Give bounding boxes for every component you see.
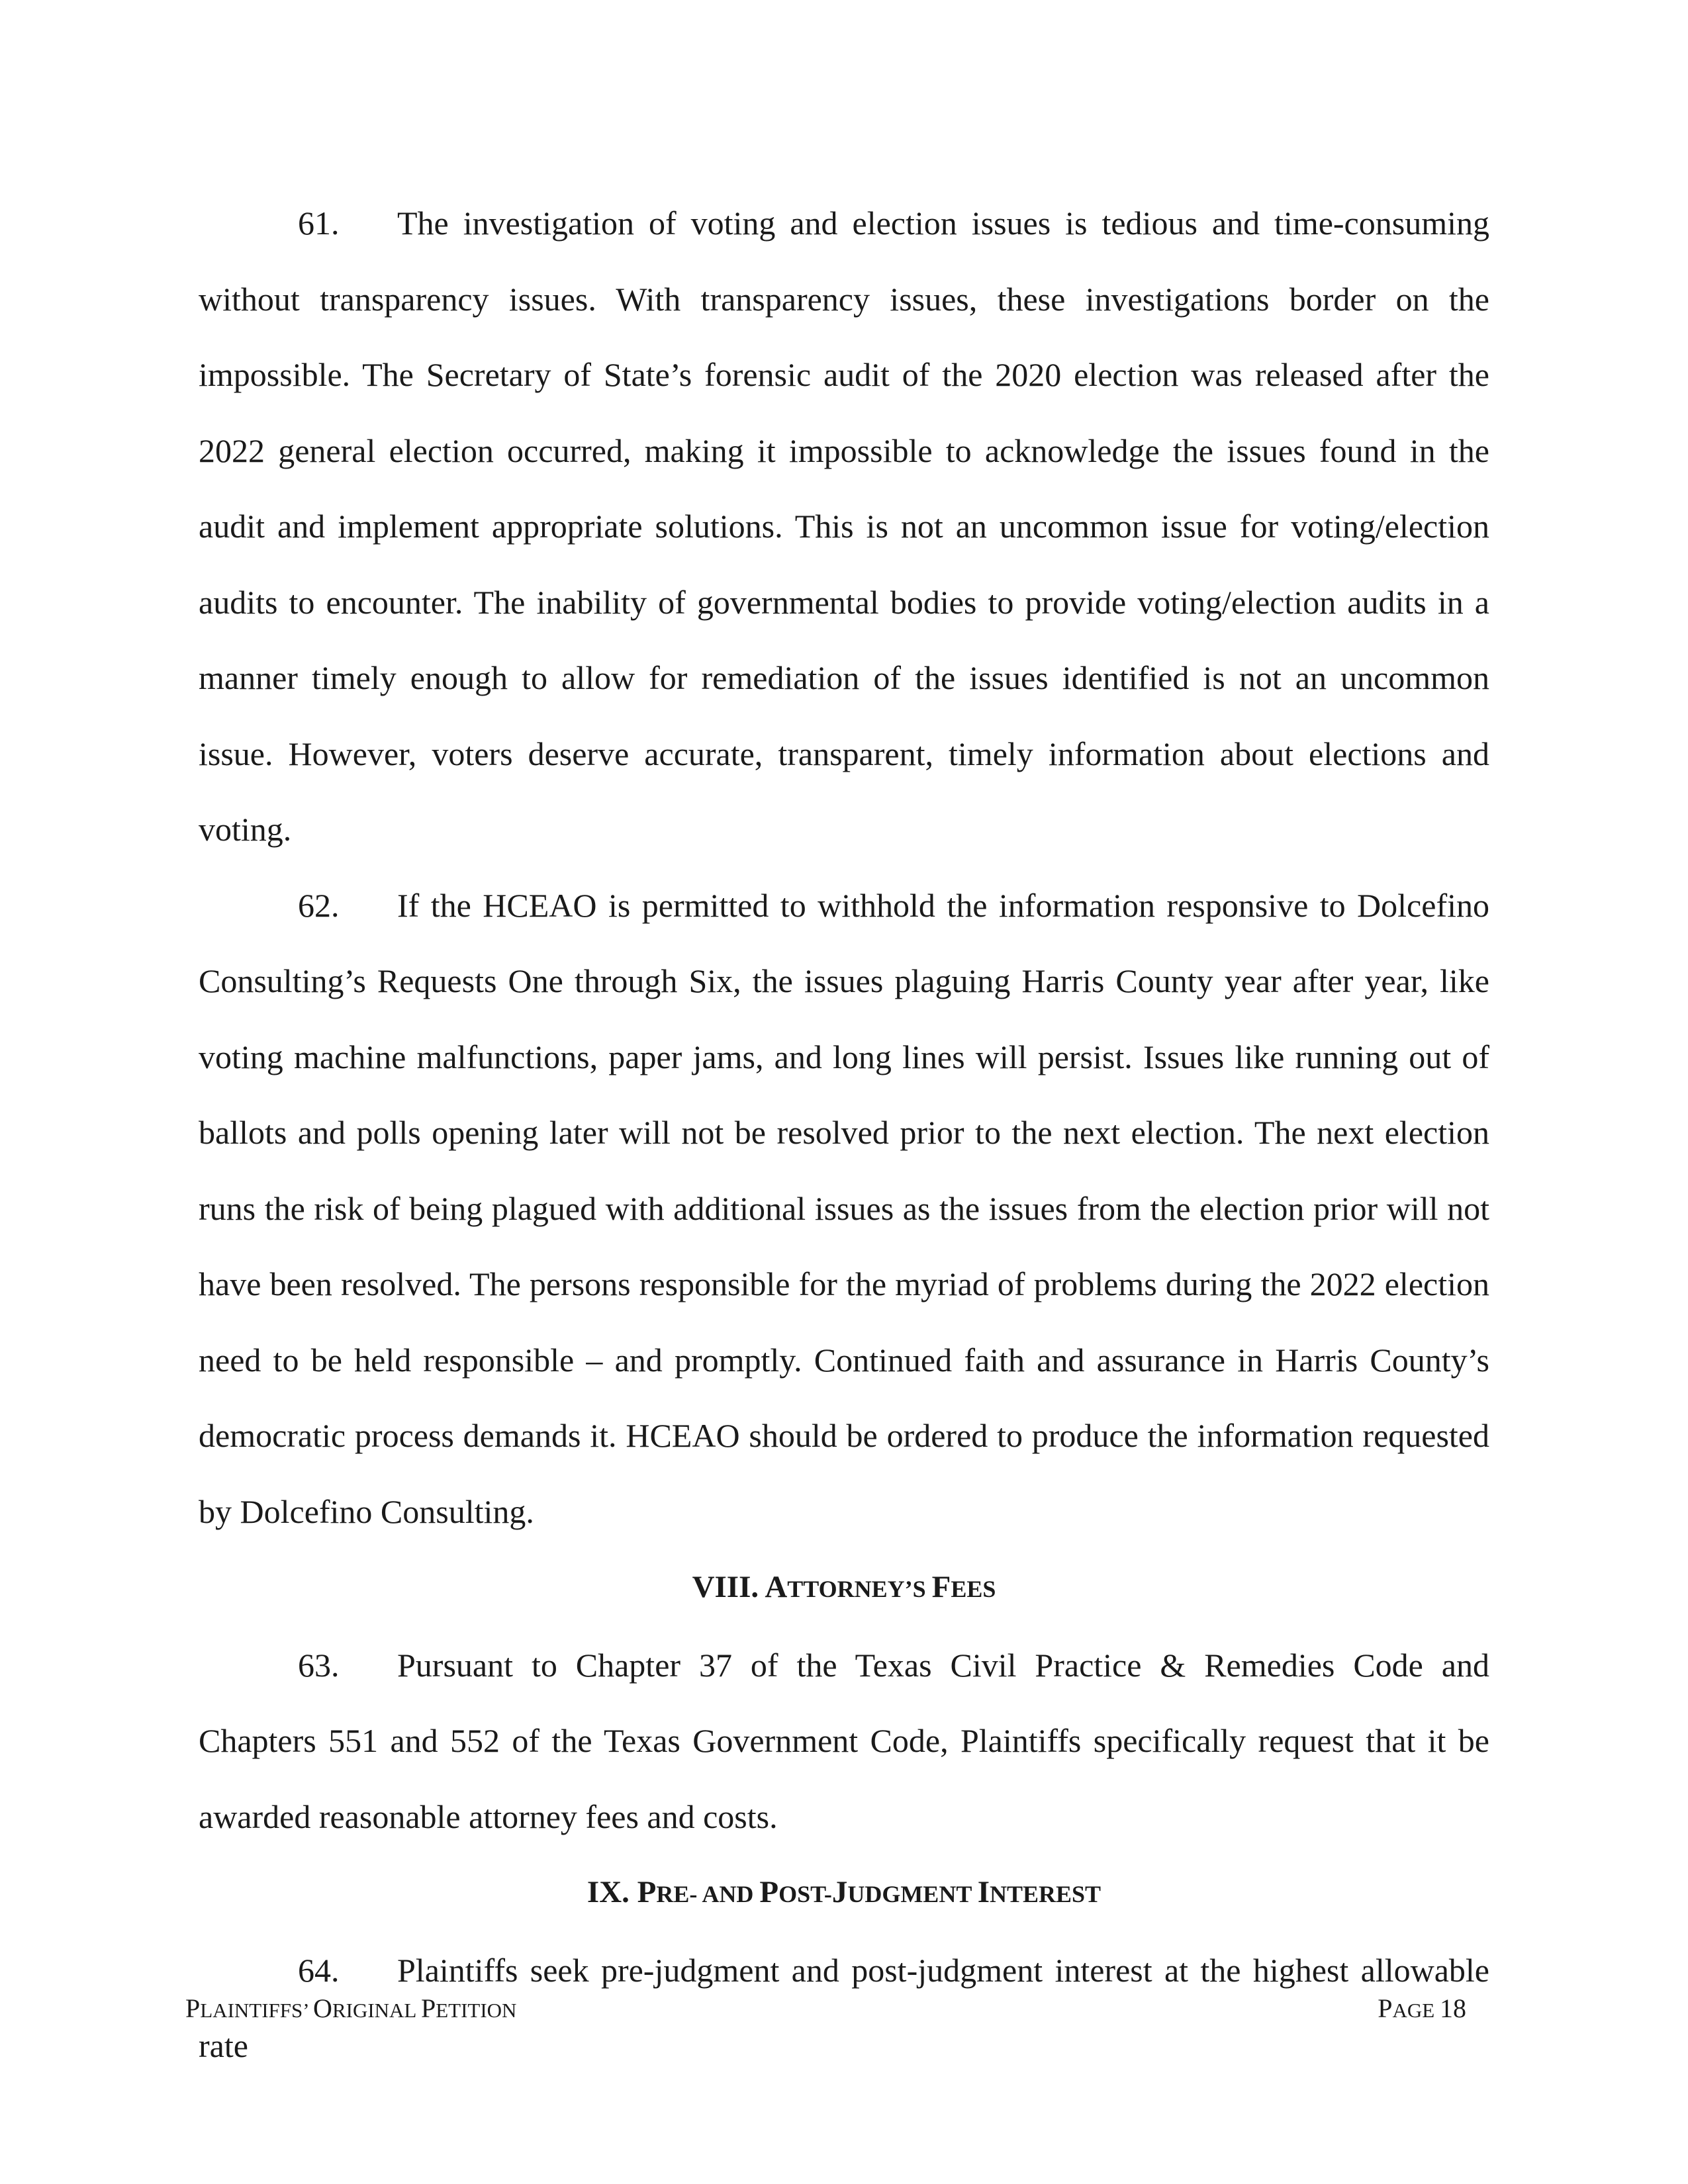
heading-numeral: IX. bbox=[586, 1875, 630, 1909]
paragraph-text: The investigation of voting and election issues is tedious and time-consuming without transparency issues. With transparency issues, these investigations border on the impossible. The Secretary of State’s forensic audit of the 2020 election was released after the 2022 general election occurred, making it impossible to acknowledge the issues found in the audit and implement appropriate solutions. This is not an uncommon issue for voting/election audits to encounter. The inability of governmental bodies to provide voting/election audits in a manner timely enough to allow for remediation of the issues identified is not an uncommon issue. However, voters deserve accurate, transparent, timely information about elections and voting. bbox=[199, 205, 1489, 848]
paragraph-number: 61. bbox=[298, 205, 340, 242]
paragraph-62 bbox=[199, 868, 1489, 1550]
section-heading-interest: IX. PRE- AND POST-JUDGMENT INTEREST bbox=[586, 1875, 1102, 1909]
paragraph-text: Plaintiffs seek pre-judgment and post-judgment interest at the highest allowable rate bbox=[199, 1951, 1489, 2064]
paragraph-number: 62. bbox=[298, 886, 340, 924]
paragraph-number: 63. bbox=[298, 1646, 340, 1684]
footer-document-title: PLAINTIFFS’ ORIGINAL PETITION bbox=[185, 1993, 517, 2023]
paragraph-61 bbox=[199, 185, 1489, 868]
paragraph-63 bbox=[199, 1627, 1489, 1855]
heading-numeral: VIII. bbox=[692, 1570, 759, 1604]
footer-page-number: PAGE 18 bbox=[1378, 1993, 1466, 2023]
paragraph-text: If the HCEAO is permitted to withhold the information responsive to Dolcefino Consulting’s Requests One through Six, the issues plaguing Harris County year after year, like voting machine malfunctions, paper jams, and long lines will persist. Issues like running out of ballots and polls opening later will not be resolved prior to the next election. The next election runs the risk of being plagued with additional issues as the issues from the election prior will not have been resolved. The persons responsible for the myriad of problems during the 2022 election need to be held responsible – and promptly. Continued faith and assurance in Harris County’s democratic process demands it. HCEAO should be ordered to produce the information requested by Dolcefino Consulting. bbox=[199, 886, 1489, 1530]
paragraph-text: Pursuant to Chapter 37 of the Texas Civil Practice & Remedies Code and Chapters 551 and 552 of the Texas Government Code, Plaintiffs specifically request that it be awarded reasonable attorney fees and costs. bbox=[199, 1646, 1489, 1835]
paragraph-number: 64. bbox=[298, 1951, 340, 1989]
section-heading-attorneys-fees: VIII. ATTORNEY’S FEES bbox=[692, 1570, 996, 1604]
document-body bbox=[199, 185, 1489, 2084]
